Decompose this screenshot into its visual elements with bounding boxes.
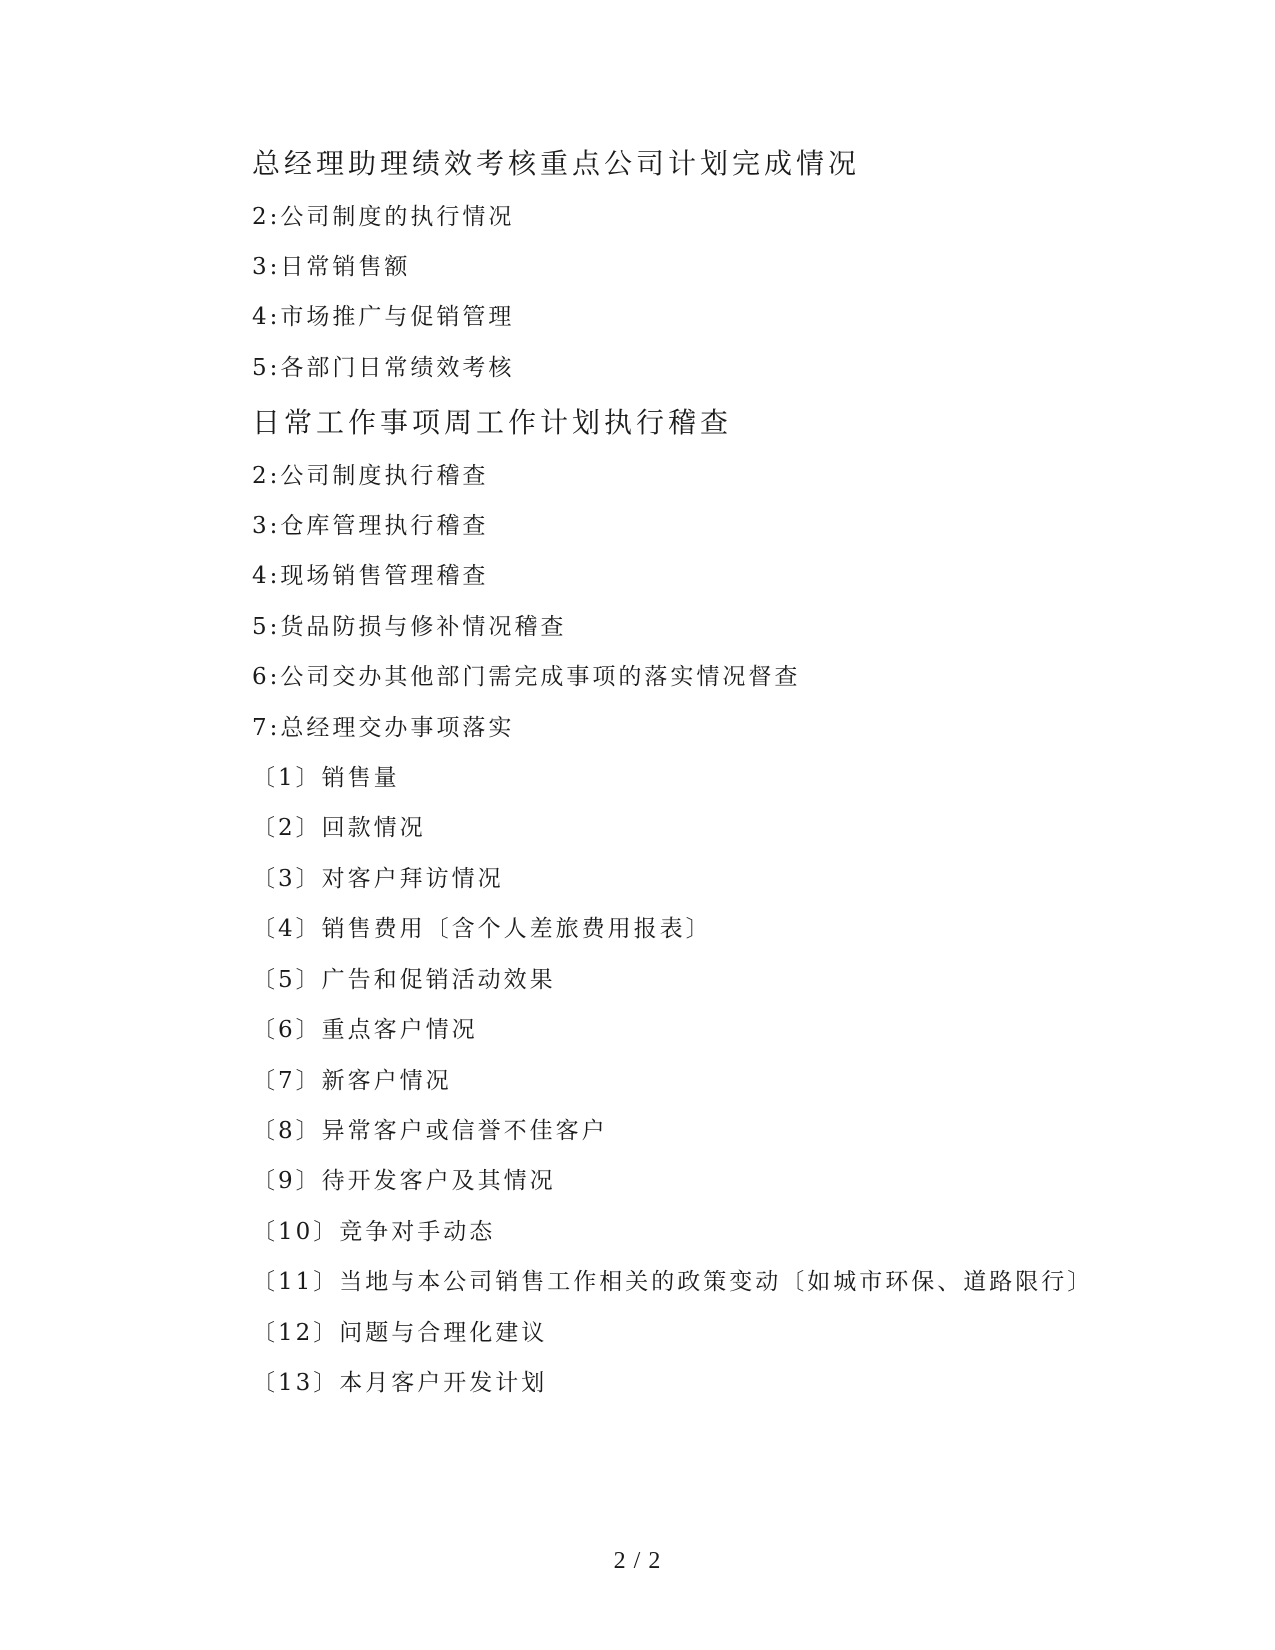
sub-item: 〔12〕问题与合理化建议 [252,1320,548,1346]
sub-item: 〔8〕异常客户或信誉不佳客户 [252,1118,608,1144]
section-1-item: 4:市场推广与促销管理 [252,304,515,330]
section-1-item: 3:日常销售额 [252,254,411,280]
sub-item: 〔13〕本月客户开发计划 [252,1370,548,1396]
section-1-title: 总经理助理绩效考核重点公司计划完成情况 [252,147,861,180]
section-2-item: 2:公司制度执行稽查 [252,463,489,489]
sub-item: 〔11〕当地与本公司销售工作相关的政策变动〔如城市环保、道路限行〕 [252,1269,1094,1295]
section-2-item: 4:现场销售管理稽查 [252,563,489,589]
sub-item: 〔5〕广告和促销活动效果 [252,967,556,993]
sub-item: 〔4〕销售费用〔含个人差旅费用报表〕 [252,916,712,942]
section-2-title: 日常工作事项周工作计划执行稽查 [252,406,733,439]
sub-item: 〔3〕对客户拜访情况 [252,866,504,892]
sub-item: 〔1〕销售量 [252,765,400,791]
sub-item: 〔6〕重点客户情况 [252,1017,478,1043]
sub-item: 〔10〕竞争对手动态 [252,1219,496,1245]
section-2-item: 5:货品防损与修补情况稽查 [252,614,567,640]
section-1-item: 5:各部门日常绩效考核 [252,355,515,381]
sub-item: 〔7〕新客户情况 [252,1068,452,1094]
section-2-item: 7:总经理交办事项落实 [252,715,515,741]
section-2-item: 6:公司交办其他部门需完成事项的落实情况督查 [252,664,801,690]
page-number: 2 / 2 [613,1548,662,1574]
sub-item: 〔2〕回款情况 [252,815,426,841]
sub-item: 〔9〕待开发客户及其情况 [252,1168,556,1194]
section-1-item: 2:公司制度的执行情况 [252,204,515,230]
section-2-item: 3:仓库管理执行稽查 [252,513,489,539]
